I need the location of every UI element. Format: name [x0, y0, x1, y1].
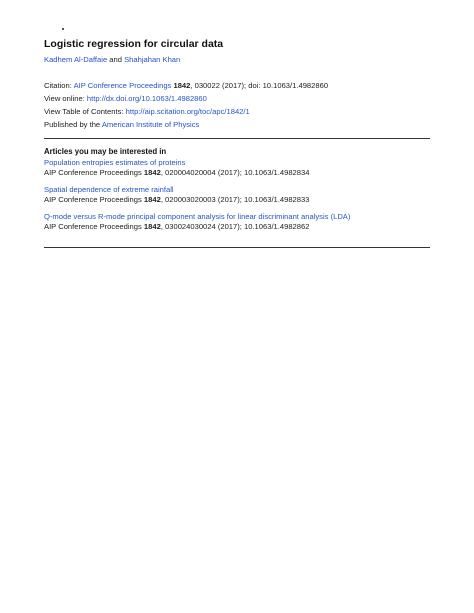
related-article-journal-3: AIP Conference Proceedings: [44, 222, 144, 231]
top-divider: [44, 138, 430, 139]
citation-volume: 1842: [173, 81, 191, 90]
related-article-volume-2: 1842: [143, 195, 161, 204]
related-article-rest-1: , 020004020004 (2017); 10.1063/1.4982834: [160, 168, 310, 177]
stray-dot-mark: [62, 28, 64, 30]
author-link-khan[interactable]: Shahjahan Khan: [124, 55, 181, 64]
related-article-citation-1: [44, 168, 309, 177]
citation-journal-link[interactable]: AIP Conference Proceedings: [73, 81, 172, 90]
view-online-link[interactable]: http://dx.doi.org/10.1063/1.4982860: [86, 94, 207, 103]
related-article-journal-2: AIP Conference Proceedings: [44, 195, 144, 204]
related-article-citation-2: [44, 195, 309, 204]
published-by-line: [44, 120, 199, 129]
related-article-title-1[interactable]: Population entropies estimates of proteins: [44, 158, 186, 167]
bottom-divider: [44, 247, 430, 248]
related-article-volume-3: 1842: [143, 222, 161, 231]
author-line: [44, 55, 180, 64]
related-article-volume-1: 1842: [143, 168, 161, 177]
citation-rest: , 030022 (2017); doi: 10.1063/1.4982860: [190, 81, 329, 90]
author-joiner: and: [107, 55, 125, 64]
citation-line: [44, 81, 328, 90]
author-link-al-daffaie[interactable]: Kadhem Al-Daffaie: [44, 55, 108, 64]
related-articles-heading: Articles you may be interested in: [44, 147, 167, 156]
related-article-title-2[interactable]: Spatial dependence of extreme rainfall: [44, 185, 174, 194]
publisher-link[interactable]: American Institute of Physics: [101, 120, 200, 129]
view-toc-link[interactable]: http://aip.scitation.org/toc/apc/1842/1: [125, 107, 250, 116]
related-article-journal-1: AIP Conference Proceedings: [44, 168, 144, 177]
related-article-rest-3: , 030024030024 (2017); 10.1063/1.4982862: [160, 222, 310, 231]
view-online-line: [44, 94, 207, 103]
published-by-label: Published by the: [44, 120, 102, 129]
citation-label: Citation:: [44, 81, 74, 90]
view-toc-label: View Table of Contents:: [44, 107, 126, 116]
view-online-label: View online:: [44, 94, 87, 103]
related-article-title-3[interactable]: Q-mode versus R-mode principal component analysis for linear discriminant analysis (LDA): [44, 212, 351, 221]
related-article-citation-3: [44, 222, 309, 231]
view-toc-line: [44, 107, 250, 116]
related-article-rest-2: , 020003020003 (2017); 10.1063/1.4982833: [160, 195, 310, 204]
paper-title: Logistic regression for circular data: [44, 38, 224, 50]
